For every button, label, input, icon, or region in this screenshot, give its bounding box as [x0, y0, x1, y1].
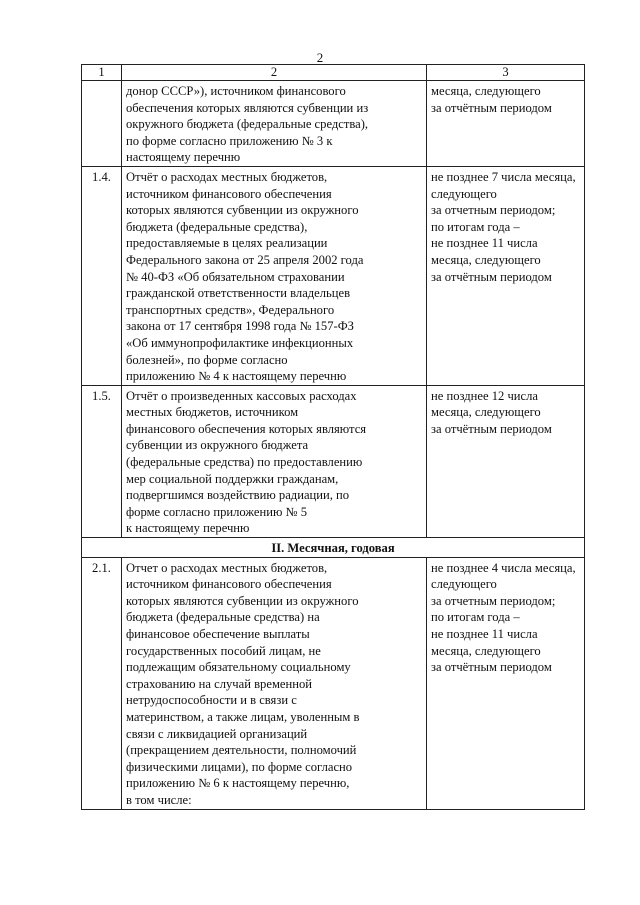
- header-col-3: 3: [427, 65, 585, 81]
- description-line: бюджета (федеральные средства) на: [126, 610, 320, 625]
- description-line: приложению № 4 к настоящему перечню: [126, 369, 347, 384]
- description-line: финансового обеспечения которых являются: [126, 421, 367, 436]
- table-row: [82, 166, 585, 385]
- description-line: форме согласно приложению № 5: [126, 504, 307, 519]
- description-line: гражданской ответственности владельцев: [126, 286, 351, 301]
- description-line: нетрудоспособности и в связи с: [126, 693, 297, 708]
- deadline-line: месяца, следующего: [431, 405, 541, 420]
- row-number: 1.5.: [82, 385, 122, 537]
- description-line: которых являются субвенции из окружного: [126, 593, 359, 608]
- description-line: донор СССР»), источником финансового: [126, 84, 346, 98]
- table-row: [82, 557, 585, 809]
- description-line: финансовое обеспечение выплаты: [126, 627, 310, 641]
- description-line: которых являются субвенции из окружного: [126, 203, 359, 218]
- row-number: [82, 81, 122, 167]
- deadline-line: за отчётным периодом: [431, 269, 552, 284]
- report-deadline: [427, 166, 585, 385]
- description-line: болезней», по форме согласно: [126, 352, 288, 367]
- deadline-line: за отчетным периодом;: [431, 203, 556, 218]
- description-line: (федеральные средства) по предоставлению: [126, 455, 363, 470]
- deadline-line: за отчётным периодом: [431, 660, 552, 675]
- description-line: Отчет о расходах местных бюджетов,: [126, 560, 328, 575]
- description-line: предоставляемые в целях реализации: [126, 236, 328, 251]
- header-col-1: 1: [82, 65, 122, 81]
- deadline-line: за отчётным периодом: [431, 421, 552, 436]
- description-line: подлежащим обязательному социальному: [126, 660, 351, 675]
- deadline-line: не позднее 7 числа месяца,: [431, 169, 576, 184]
- deadline-line: не позднее 12 числа: [431, 388, 539, 403]
- description-line: источником финансового обеспечения: [126, 577, 332, 592]
- description-line: Федерального закона от 25 апреля 2002 года: [126, 252, 364, 267]
- deadline-line: месяца, следующего: [431, 252, 541, 267]
- deadline-line: месяца, следующего: [431, 84, 541, 98]
- description-line: бюджета (федеральные средства),: [126, 219, 308, 234]
- report-description: [122, 81, 427, 167]
- description-line: Отчёт о произведенных кассовых расходах: [126, 388, 357, 403]
- description-line: к настоящему перечню: [126, 521, 250, 536]
- description-line: субвенции из окружного бюджета: [126, 438, 309, 453]
- row-number: 2.1.: [82, 557, 122, 809]
- description-line: обеспечения которых являются субвенции из: [126, 100, 369, 115]
- description-line: мер социальной поддержки гражданам,: [126, 471, 339, 486]
- description-line: связи с ликвидацией организаций: [126, 726, 308, 741]
- page-number: 2: [316, 50, 324, 65]
- description-line: приложению № 6 к настоящему перечню,: [126, 776, 350, 791]
- report-deadline: [427, 81, 585, 167]
- description-line: Отчёт о расходах местных бюджетов,: [126, 169, 328, 184]
- section-title: II. Месячная, годовая: [82, 538, 585, 558]
- description-line: по форме согласно приложению № 3 к: [126, 133, 333, 148]
- description-line: материнством, а также лицам, уволенным в: [126, 709, 360, 724]
- description-line: № 40-ФЗ «Об обязательном страховании: [126, 269, 345, 284]
- description-line: местных бюджетов, источником: [126, 405, 299, 420]
- description-line: источником финансового обеспечения: [126, 186, 332, 201]
- report-description: [122, 385, 427, 537]
- description-line: настоящему перечню: [126, 150, 241, 165]
- description-line: «Об иммунопрофилактике инфекционных: [126, 335, 354, 350]
- description-line: в том числе:: [126, 792, 192, 807]
- deadline-line: по итогам года –: [431, 219, 520, 234]
- report-table: [81, 64, 585, 810]
- description-line: государственных пособий лицам, не: [126, 643, 321, 658]
- table-row: [82, 385, 585, 537]
- description-line: физическими лицами), по форме согласно: [126, 759, 353, 774]
- deadline-line: не позднее 4 числа месяца,: [431, 560, 576, 575]
- deadline-line: за отчетным периодом;: [431, 593, 556, 608]
- table-header-row: [82, 65, 585, 81]
- header-col-2: 2: [122, 65, 427, 81]
- report-deadline: [427, 557, 585, 809]
- report-deadline: [427, 385, 585, 537]
- deadline-line: не позднее 11 числа: [431, 236, 538, 251]
- description-line: окружного бюджета (федеральные средства),: [126, 117, 369, 132]
- row-number: 1.4.: [82, 166, 122, 385]
- report-description: [122, 557, 427, 809]
- table-row: [82, 81, 585, 167]
- description-line: подвергшимся воздействию радиации, по: [126, 488, 350, 503]
- description-line: страхованию на случай временной: [126, 676, 313, 691]
- description-line: закона от 17 сентября 1998 года № 157-ФЗ: [126, 319, 354, 334]
- description-line: транспортных средств», Федерального: [126, 302, 335, 317]
- deadline-line: месяца, следующего: [431, 643, 541, 658]
- deadline-line: следующего: [431, 577, 497, 592]
- description-line: (прекращением деятельности, полномочий: [126, 743, 357, 758]
- deadline-line: следующего: [431, 186, 497, 201]
- deadline-line: за отчётным периодом: [431, 100, 552, 115]
- deadline-line: по итогам года –: [431, 610, 520, 625]
- deadline-line: не позднее 11 числа: [431, 627, 538, 641]
- section-row: [82, 538, 585, 558]
- report-description: [122, 166, 427, 385]
